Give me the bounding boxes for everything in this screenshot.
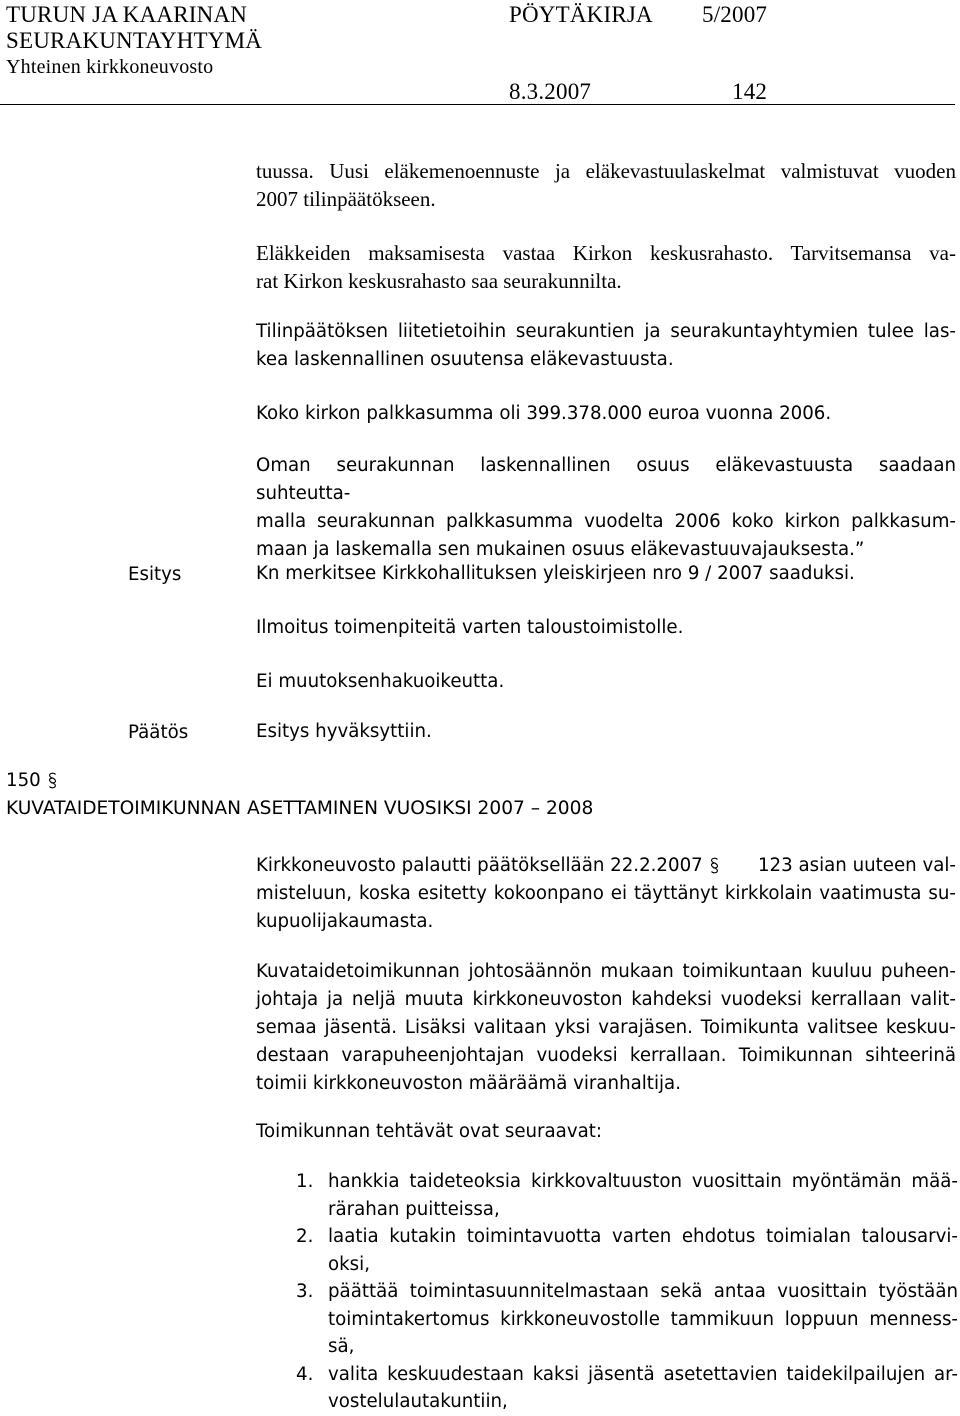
text-line: laatia kutakin toimintavuotta varten ehdotus toimialan talousarvi-: [328, 1226, 958, 1247]
proposal-text: [256, 560, 956, 588]
text-line: Kn merkitsee Kirkkohallituksen yleiskirjeen nro 9 / 2007 saaduksi.: [256, 563, 855, 584]
doc-date: 8.3.2007: [509, 79, 592, 104]
paragraph-pension-forecast: [256, 158, 956, 213]
section-sign-icon: [47, 772, 58, 789]
text-line: tuussa. Uusi eläkemenoennuste ja eläkevastuulaskelmat valmistuvat vuoden: [256, 159, 956, 183]
paragraph-pension-payment: [256, 240, 956, 295]
paragraph-committee-rules: [256, 958, 956, 1098]
text-line: Ei muutoksenhakuoikeutta.: [256, 671, 505, 692]
text-segment: 123 asian uuteen val-: [757, 855, 956, 876]
text-line: kea laskennallinen osuutensa eläkevastuusta.: [256, 349, 674, 370]
text-line: päättää toimintasuunnitelmastaan sekä antaa vuosittain työstään: [328, 1281, 958, 1302]
list-number: 4.: [296, 1363, 314, 1385]
paragraph-parish-share: [256, 452, 956, 564]
list-item: [256, 1223, 958, 1278]
list-item: [256, 1361, 958, 1416]
list-item: [256, 1278, 958, 1361]
text-line: semaa jäsentä. Lisäksi valitaan yksi varajäsen. Toimikunta valitsee keskuu-: [256, 1017, 956, 1038]
text-line: rat Kirkon keskusrahasto saa seurakunnilta.: [256, 268, 622, 293]
doc-type: PÖYTÄKIRJA: [509, 2, 653, 27]
org-subname: SEURAKUNTAYHTYMÄ: [6, 28, 263, 53]
list-number: 3.: [296, 1281, 314, 1302]
list-item: [256, 1168, 958, 1223]
doc-number: 5/2007: [702, 2, 768, 27]
text-line: johtaja ja neljä muuta kirkkoneuvoston kahdeksi vuodeksi kerrallaan valit-: [256, 989, 956, 1010]
text-line: Eläkkeiden maksamisesta vastaa Kirkon keskusrahasto. Tarvitsemansa va-: [256, 241, 956, 265]
text-line: vostelulautakuntiin,: [328, 1391, 508, 1412]
section-title: KUVATAIDETOIMIKUNNAN ASETTAMINEN VUOSIKSI 2007 – 2008: [6, 798, 594, 819]
text-line: Oman seurakunnan laskennallinen osuus eläkevastuusta saadaan suhteutta-: [256, 455, 956, 504]
text-segment: [256, 852, 720, 880]
text-line: misteluun, koska esitetty kokoonpano ei täyttänyt kirkkolain vaatimusta su-: [256, 883, 956, 904]
paragraph-payroll-total: [256, 400, 956, 428]
text-line: Esitys hyväksyttiin.: [256, 721, 432, 742]
text-segment: Kirkkoneuvosto palautti päätöksellään 22.2.2007: [256, 855, 703, 876]
section-number-value: 150: [6, 770, 41, 791]
text-line: toimintakertomus kirkkoneuvostolle tammikuun loppuun menness-: [328, 1308, 958, 1330]
text-line: hankkia taideteoksia kirkkovaltuuston vuosittain myöntämän mää-: [328, 1171, 958, 1192]
text-line: Tilinpäätöksen liitetietoihin seurakuntien ja seurakuntayhtymien tulee las-: [256, 321, 956, 342]
text-line: Koko kirkon palkkasumma oli 399.378.000 euroa vuonna 2006.: [256, 403, 832, 424]
task-list: [256, 1168, 958, 1416]
text-line: toimii kirkkoneuvoston määräämä viranhaltija.: [256, 1073, 681, 1094]
header-rule: [0, 104, 955, 105]
list-number: 1.: [296, 1171, 314, 1192]
text-line: Toimikunnan tehtävät ovat seuraavat:: [256, 1121, 602, 1142]
notice-text: [256, 614, 956, 642]
text-line: kupuolijakaumasta.: [256, 911, 434, 932]
paragraph-financial-notes: [256, 318, 956, 374]
text-line: maan ja laskemalla sen mukainen osuus eläkevastuuvajauksesta.”: [256, 539, 865, 560]
org-body: Yhteinen kirkkoneuvosto: [6, 56, 214, 78]
proposal-label: Esitys: [128, 564, 182, 585]
text-line: [256, 852, 956, 880]
text-line: oksi,: [328, 1253, 370, 1275]
text-line: sä,: [328, 1336, 355, 1357]
text-line: 2007 tilinpäätökseen.: [256, 186, 436, 211]
text-line: destaan varapuheenjohtajan vuodeksi kerrallaan. Toimikunnan sihteerinä: [256, 1045, 956, 1066]
page-number: 142: [732, 79, 768, 104]
decision-label: Päätös: [128, 722, 189, 743]
section-sign-icon: [709, 857, 720, 874]
tasks-intro: [256, 1118, 956, 1146]
text-line: Kuvataidetoimikunnan johtosäännön mukaan toimikuntaan kuuluu puheen-: [256, 961, 956, 982]
no-appeal-text: [256, 668, 956, 696]
section-number: [6, 770, 58, 791]
paragraph-returned-decision: [256, 852, 956, 936]
org-name: TURUN JA KAARINAN: [6, 2, 248, 27]
text-line: malla seurakunnan palkkasumma vuodelta 2006 koko kirkon palkkasum-: [256, 511, 956, 532]
text-line: Ilmoitus toimenpiteitä varten taloustoimistolle.: [256, 617, 684, 638]
text-line: valita keskuudestaan kaksi jäsentä asetettavien taidekilpailujen ar-: [328, 1363, 958, 1385]
list-number: 2.: [296, 1226, 314, 1247]
text-line: rärahan puitteissa,: [328, 1198, 500, 1220]
decision-text: [256, 718, 956, 746]
